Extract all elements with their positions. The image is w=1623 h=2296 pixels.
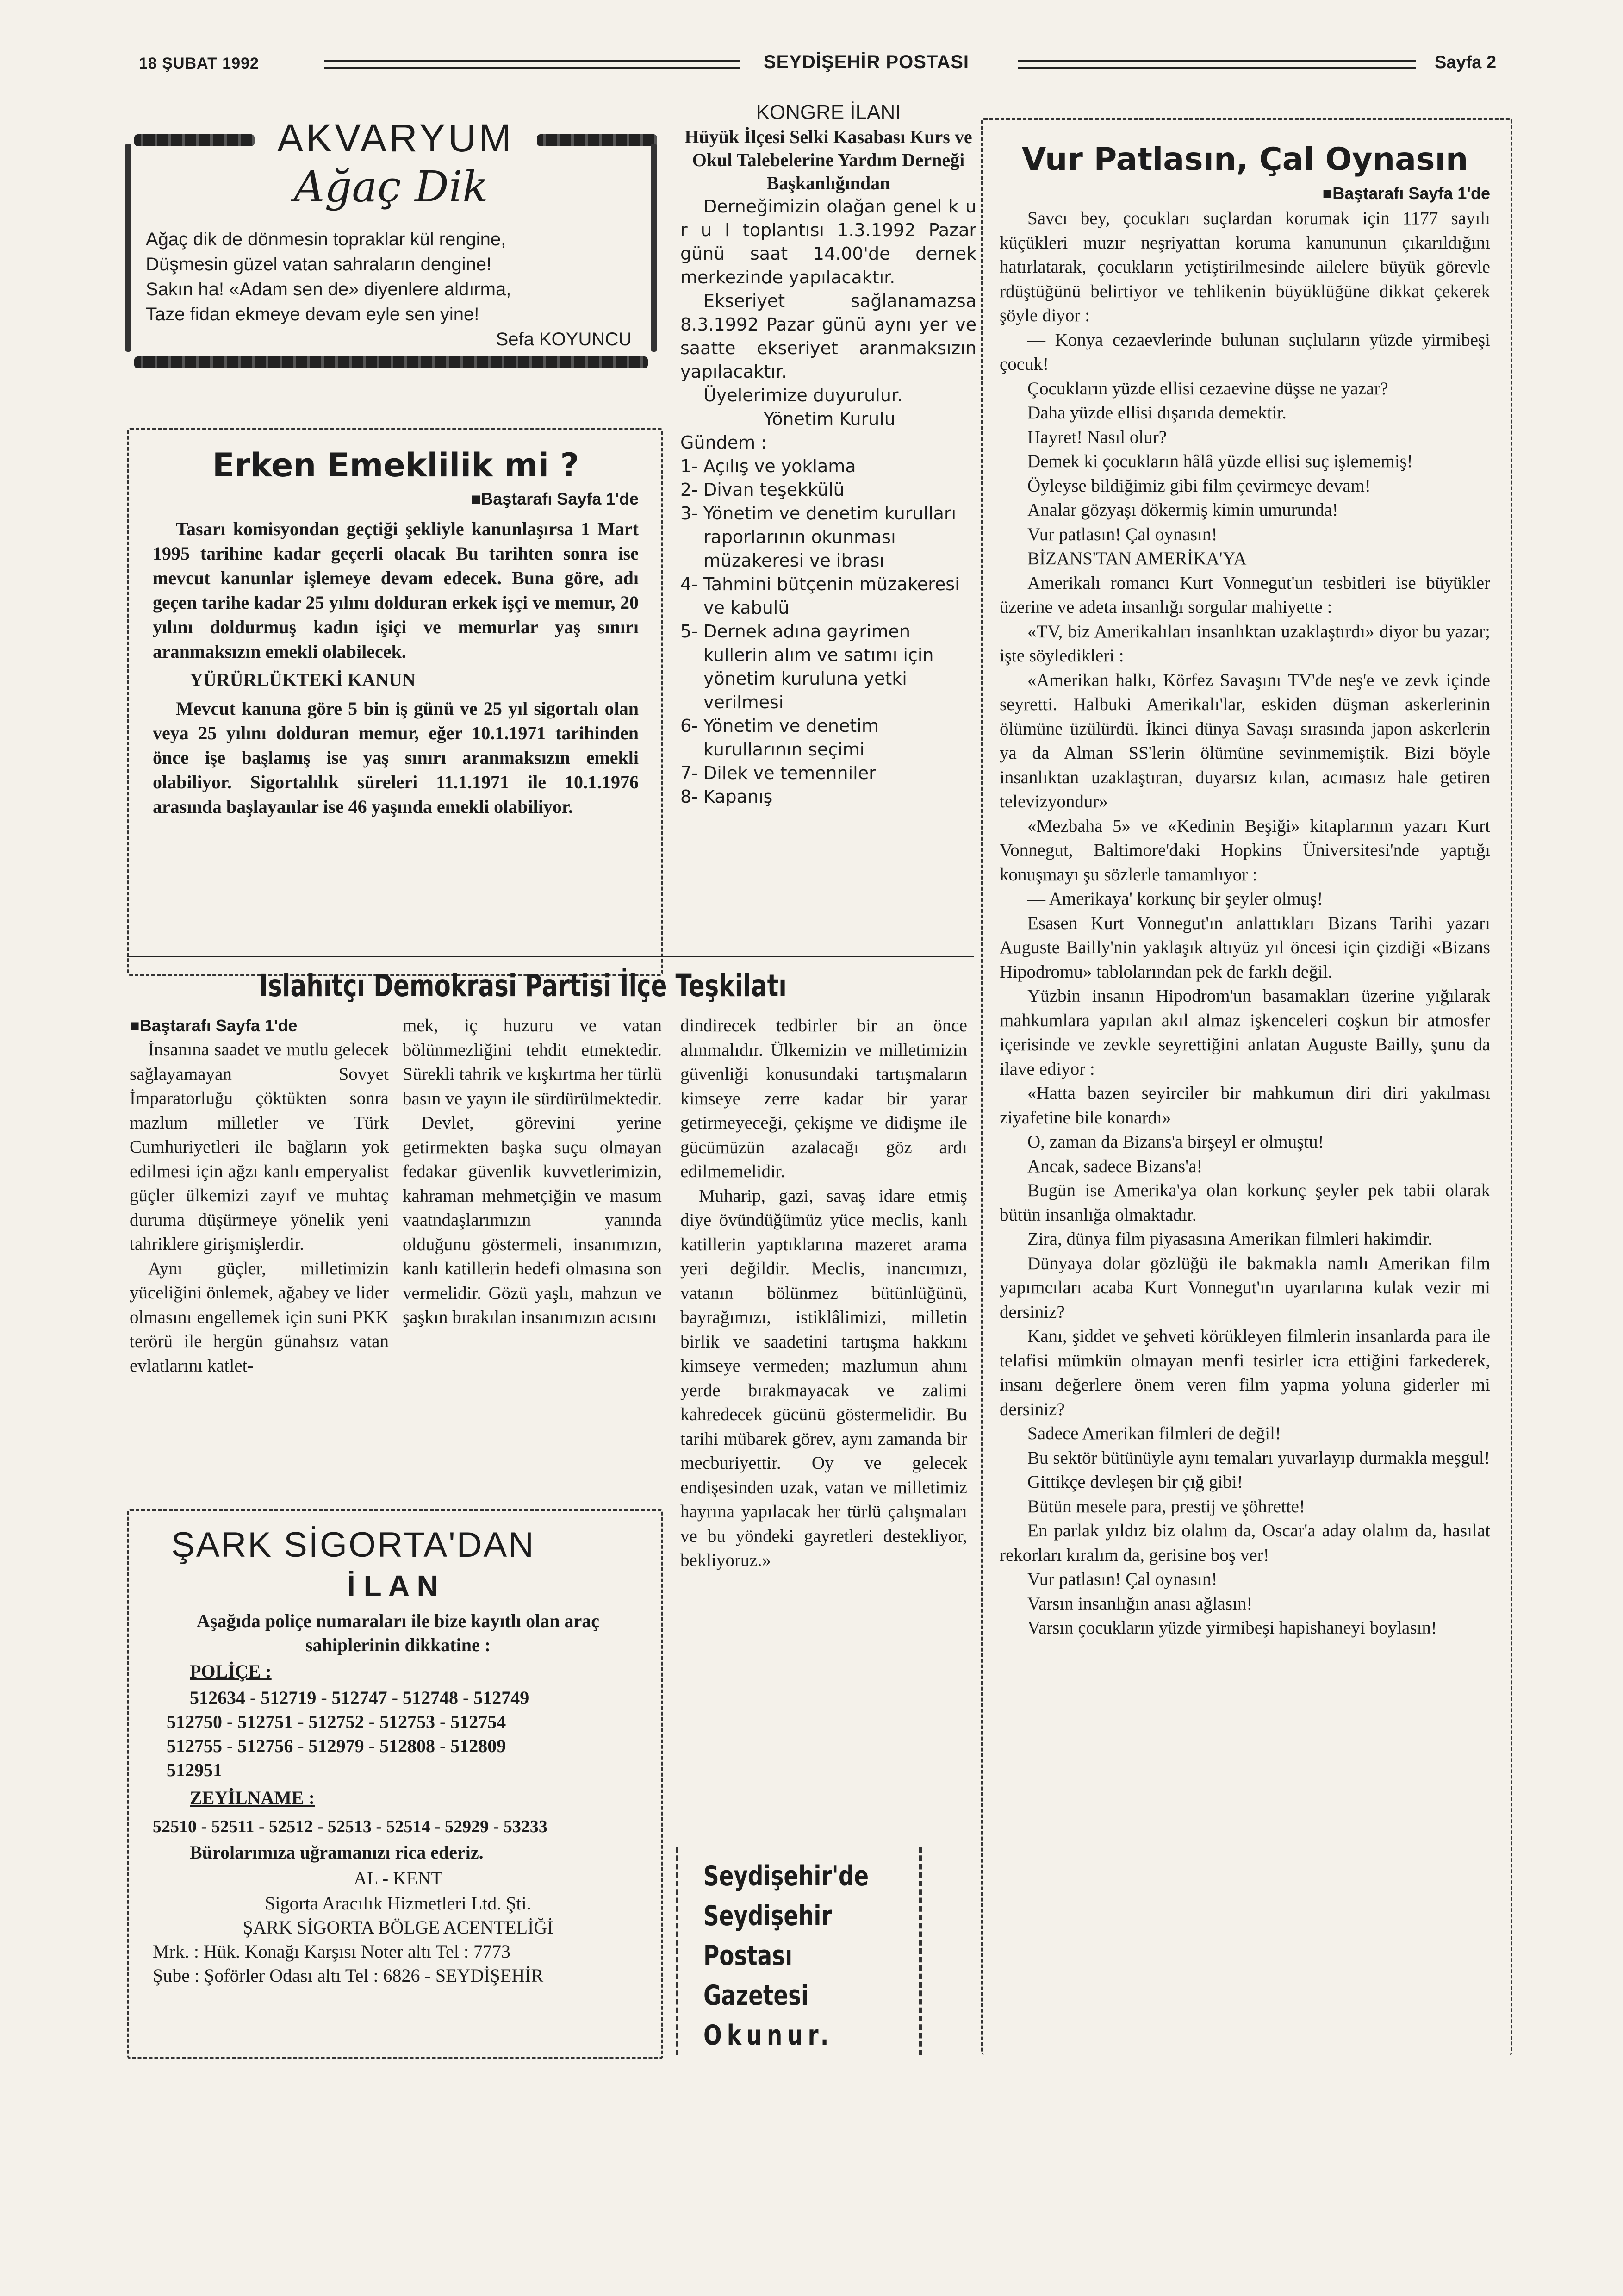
header-rule-right-2 bbox=[1018, 67, 1416, 69]
islahci-paragraph: Muharip, gazi, savaş idare etmiş diye övündüğümüz yüce meclis, kanlı katillerin yaptıklarına mazeret arama yeri değildir. Meclis, inancımızı, vatanın bölünmez bütünlüğünü, bayrağımızı, istiklâlimizi, milletin birlik ve saadetini tartışma hakkını kimseye vermeden; mazlumun ahını yerde bırakmayacak ve zalimi kahredecek gücünü göstermelidir. Bu tarihi mübarek görev, aynı zamanda bir mecburiyettir. Oy ve gelecek endişesinden uzak, vatan ve milletimiz hayrına yapılacak her türlü çalışmaları ve bu yöndeki gayretleri destekliyor, bekliyoruz.» bbox=[680, 1185, 967, 1570]
list-item: 4- Tahmini bütçenin müzakeresi ve kabulü bbox=[680, 574, 960, 618]
promo-line: Gazetesi bbox=[703, 1979, 808, 2012]
kongre-gundem-label: Gündem : bbox=[680, 432, 767, 453]
vur-paragraph: Dünyaya dolar gözlüğü ile bakmakla namlı Amerikan film yapımcıları acaba Kurt Vonnegut'ın uyarılarına kulak vezir mi dersiniz? bbox=[1000, 1253, 1490, 1322]
islahci-paragraph: Aynı güçler, milletimizin yüceliğini önlemek, ağabey ve lider olmasını engellemek için suni PKK terörü ile hergün günahsız vatan evlatlarını katlet- bbox=[130, 1258, 389, 1376]
vur-paragraph: Varsın çocukların yüzde yirmibeşi hapishaneyi boylasın! bbox=[1027, 1618, 1437, 1638]
vur-paragraph: «Hatta bazen seyirciler bir mahkumun diri diri yakılması ziyafetine bile konardı» bbox=[1000, 1083, 1490, 1128]
islahci-top-rule bbox=[127, 956, 974, 957]
akvaryum-section-title: AKVARYUM bbox=[277, 116, 514, 160]
vur-paragraph: Demek ki çocukların hâlâ yüzde ellisi suç işlememiş! bbox=[1027, 451, 1413, 471]
header-rule-left-2 bbox=[324, 67, 740, 69]
vur-article bbox=[1000, 139, 1490, 1641]
promo-line: Seydişehir bbox=[703, 1900, 832, 1932]
kongre-paragraph-2: Ekseriyet sağlanamazsa 8.3.1992 Pazar günü aynı yer ve saatte ekseriyet aranmaksızın yapılacaktır. bbox=[680, 291, 976, 382]
sark-company: AL - KENT bbox=[354, 1868, 442, 1889]
vur-paragraph: «Amerikan halkı, Körfez Savaşını TV'de neş'e ve zevk içinde seyretti. Halbuki Amerikalı'lar, eskiden düşman askerlerinin ölümüne üzülürdü. İkinci dünya Savaşı sırasında japon askerlerin ya da Alman SS'lerin ölümüne sevinmemiştik. Bizi böyle insanlıktan uzaklaştıran, duyarsız kılan, acımasız hale getiren televizyondur» bbox=[1000, 670, 1490, 811]
islahci-ref: ■Baştarafı Sayfa 1'de bbox=[130, 1016, 298, 1035]
vur-paragraph: Hayret! Nasıl olur? bbox=[1027, 427, 1167, 447]
sark-address-2: Şube : Şoförler Odası altı Tel : 6826 - SEYDİŞEHİR bbox=[153, 1965, 544, 1986]
kongre-gundem-list bbox=[680, 455, 976, 809]
poem-author: Sefa KOYUNCU bbox=[496, 329, 632, 349]
vur-paragraph: — Konya cezaevlerinde bulunan suçluların yüzde yirmibeşi çocuk! bbox=[1000, 330, 1490, 374]
akvaryum-top-border-left bbox=[134, 134, 255, 146]
sark-address: Mrk. : Hük. Konağı Karşısı Noter altı Tel : 7773 bbox=[153, 1941, 511, 1962]
islahci-paragraph: İnsanına saadet ve mutlu gelecek sağlayamayan Sovyet İmparatorluğu çöktükten sonra mazlum milletler ve Türk Cumhuriyetleri ile bağların yok edilmesi için ağzı kanlı emperyalist güçler ülkemizi zayıf ve muhtaç duruma düşürmeye yönelik yeni tahriklere girişmişlerdir. bbox=[130, 1040, 389, 1254]
sark-ad bbox=[153, 1523, 643, 1988]
vur-paragraph: Varsın insanlığın anası ağlasın! bbox=[1027, 1593, 1253, 1614]
sark-zeyil-label: ZEYİLNAME : bbox=[190, 1787, 315, 1808]
vur-paragraph: Gittikçe devleşen bir çığ gibi! bbox=[1027, 1472, 1243, 1492]
vur-paragraph: Amerikalı romancı Kurt Vonnegut'un tesbitleri ise büyükler üzerine ve adeta insanlığı sorgular mahiyette : bbox=[1000, 573, 1490, 617]
poem-line: Ağaç dik de dönmesin topraklar kül rengine, bbox=[146, 229, 506, 250]
kongre-sign: Yönetim Kurulu bbox=[764, 409, 895, 429]
akvaryum-top-border-right bbox=[537, 134, 657, 146]
header-rule-right bbox=[1018, 60, 1416, 62]
vur-paragraph: Bu sektör bütünüyle aynı temaları yuvarlayıp durmakla meşgul! bbox=[1027, 1447, 1490, 1468]
list-item: 512750 - 512751 - 512752 - 512753 - 512754 bbox=[167, 1711, 506, 1732]
sark-company-3: ŞARK SİGORTA BÖLGE ACENTELİĞİ bbox=[243, 1917, 553, 1938]
vur-paragraph: Bütün mesele para, prestij ve şöhrette! bbox=[1027, 1496, 1305, 1516]
vur-paragraph: Analar gözyaşı dökermiş kimin umurunda! bbox=[1027, 500, 1338, 520]
list-item: 6- Yönetim ve denetim kurullarının seçimi bbox=[680, 716, 879, 760]
akvaryum-box bbox=[125, 116, 657, 380]
vur-paragraph: Savcı bey, çocukları suçlardan korumak için 1177 sayılı küçükleri muzır neşriyattan koruma kanununun çıkarıldığını hatırlatarak, çocukların yetiştirilmesinde ailelere büyük görevle rdüştüğünü belirtiyor ve tehlikenin büyüklüğüne dikkat çekerek şöyle diyor : bbox=[1000, 208, 1490, 325]
islahci-paragraph: Devlet, görevini yerine getirmekten başka suçu olmayan fedakar güvenlik kuvvetlerimizin, kahraman mehmetçiğin ve masum vaatndaşlarımızın yanında olduğunu göstermeli, insanımızın, kanlı katillerin hedefi olmasına son vermelidir. Gözü yaşlı, mahzun ve şaşkın bırakılan insanımızın acısını bbox=[403, 1113, 662, 1327]
vur-subhead: BİZANS'TAN AMERİKA'YA bbox=[1027, 549, 1247, 568]
sark-intro: Aşağıda poliçe numaraları ile bize kayıtlı olan araç sahiplerinin dikkatine : bbox=[197, 1610, 599, 1655]
islahci-title: Islahıtçı Demokrasi Partisi İlçe Teşkilatı bbox=[259, 968, 787, 1004]
kongre-title: KONGRE İLANI bbox=[756, 101, 901, 124]
vur-paragraph: Esasen Kurt Vonnegut'ın anlattıkları Bizans Tarihi yazarı Auguste Bailly'nin yaklaşık altıyüz yıl öncesi için çizdiği «Bizans Hipodromu» tablolarından pek de farklı değil. bbox=[1000, 913, 1490, 982]
sark-title: ŞARK SİGORTA'DAN bbox=[171, 1525, 535, 1565]
sark-company-2: Sigorta Aracılık Hizmetleri Ltd. Şti. bbox=[265, 1893, 531, 1914]
vur-paragraph: Öyleyse bildiğimiz gibi film çevirmeye devam! bbox=[1027, 475, 1371, 496]
sark-subtitle: İ L A N bbox=[347, 1569, 438, 1603]
vur-paragraph: «Mezbaha 5» ve «Kedinin Beşiği» kitaplarının yazarı Kurt Vonnegut, Baltimore'daki Hopkins Üniversitesi'nde yaptığı konuşmayı şu sözlerle tamamlıyor : bbox=[1000, 816, 1490, 885]
akvaryum-bottom-border bbox=[134, 356, 648, 368]
vur-paragraph: — Amerikaya' korkunç bir şeyler olmuş! bbox=[1027, 889, 1323, 909]
list-item: 5- Dernek adına gayrimen kullerin alım ve satımı için yönetim kuruluna yetki verilmesi bbox=[680, 621, 934, 712]
vur-paragraph: «TV, biz Amerikalıları insanlıktan uzaklaştırdı» diyor bu yazar; işte söyledikleri : bbox=[1000, 621, 1490, 666]
list-item: 512755 - 512756 - 512979 - 512808 - 512809 bbox=[167, 1735, 506, 1756]
vur-ref: ■Baştarafı Sayfa 1'de bbox=[1322, 184, 1490, 203]
header-paper-name: SEYDİŞEHİR POSTASI bbox=[764, 52, 970, 72]
sark-invite: Bürolarımıza uğramanızı rica ederiz. bbox=[190, 1842, 484, 1863]
islahci-col-2 bbox=[403, 1014, 662, 1330]
list-item: 7- Dilek ve temenniler bbox=[680, 763, 876, 783]
vur-paragraph: Daha yüzde ellisi dışarıda demektir. bbox=[1027, 403, 1287, 423]
vur-paragraph: O, zaman da Bizans'a birşeyl er olmuştu! bbox=[1027, 1132, 1324, 1152]
vur-paragraph: Sadece Amerikan filmleri de değil! bbox=[1027, 1423, 1281, 1443]
islahci-paragraph: mek, iç huzuru ve vatan bölünmezliğini tehdit etmektedir. Sürekli tahrik ve kışkırtma her türlü basın ve yayın ile sürdürülmektedir. bbox=[403, 1016, 662, 1109]
akvaryum-poem bbox=[146, 227, 641, 352]
vur-paragraph: Vur patlasın! Çal oynasın! bbox=[1027, 1569, 1218, 1589]
akvaryum-right-border bbox=[651, 144, 657, 352]
vur-paragraph: Kanı, şiddet ve şehveti körükleyen filmlerin insanlarda para ile telafisi mümkün olmayan menfi tesirler icra ettiğini farkederek, insanı değerlere önem veren film yapma yoluna giderler mi dersiniz? bbox=[1000, 1326, 1490, 1419]
sark-zeyil-line: 52510 - 52511 - 52512 - 52513 - 52514 - 52929 - 53233 bbox=[153, 1817, 547, 1836]
kongre-article bbox=[680, 100, 976, 809]
poem-line: Düşmesin güzel vatan sahraların dengine! bbox=[146, 254, 492, 275]
vur-body bbox=[1000, 206, 1490, 1641]
erken-paragraph: Tasarı komisyondan geçtiği şekliyle kanunlaşırsa 1 Mart 1995 tarihine kadar geçerli olacak Bu tarihten sonra ise mevcut kanunlar işlemeye devam edecek. Buna göre, adı geçen tarihe kadar 25 yılını dolduran erkek işçi ve memur, 20 yılını doldurmuş kadın işiçi ve memurlar yaş sınırı aranmaksızın emekli olabilecek. bbox=[153, 518, 639, 662]
promo-line: Seydişehir'de bbox=[703, 1860, 869, 1892]
promo-text bbox=[703, 1856, 916, 2055]
vur-paragraph: Ancak, sadece Bizans'a! bbox=[1027, 1156, 1203, 1176]
vur-paragraph: Zira, dünya film piyasasına Amerikan filmleri hakimdir. bbox=[1027, 1229, 1433, 1249]
promo-line: Okunur. bbox=[703, 2019, 834, 2052]
akvaryum-left-border bbox=[125, 144, 131, 352]
list-item: 512634 - 512719 - 512747 - 512748 - 512749 bbox=[190, 1687, 529, 1708]
list-item: 1- Açılış ve yoklama bbox=[680, 456, 856, 476]
erken-title: Erken Emeklilik mi ? bbox=[212, 446, 579, 484]
erken-subhead: YÜRÜRLÜKTEKİ KANUN bbox=[190, 669, 416, 690]
list-item: 8- Kapanış bbox=[680, 786, 773, 807]
islahci-col-1 bbox=[130, 1014, 389, 1378]
poem-line: Sakın ha! «Adam sen de» diyenlere aldırma, bbox=[146, 279, 511, 299]
kongre-paragraph-3: Üyelerimize duyurulur. bbox=[703, 385, 903, 406]
islahci-paragraph: dindirecek tedbirler bir an önce alınmalıdır. Ülkemizin ve milletimizin güvenliği konusundaki tartışmaların kimseye zerre kadar bir yarar getirmeyeceği, çekişme ve didişme ile gücümüzün azalacağı göz ardı edilmemelidir. bbox=[680, 1016, 967, 1181]
poem-line: Taze fidan ekmeye devam eyle sen yine! bbox=[146, 304, 479, 324]
header-page-number: Sayfa 2 bbox=[1435, 53, 1497, 72]
list-item: 512951 bbox=[167, 1759, 222, 1780]
akvaryum-poem-title: Ağaç Dik bbox=[294, 162, 488, 212]
promo-line: Postası bbox=[703, 1940, 793, 1972]
kongre-org: Hüyük İlçesi Selki Kasabası Kurs ve Okul Talebelerine Yardım Derneği Başkanlığından bbox=[684, 126, 972, 193]
sark-police-label: POLİÇE : bbox=[190, 1661, 272, 1682]
kongre-paragraph: Derneğimizin olağan genel k u r u l toplantısı 1.3.1992 Pazar günü saat 14.00'de dernek merkezinde yapılacaktır. bbox=[680, 196, 976, 287]
erken-article bbox=[153, 444, 639, 819]
islahci-col-3 bbox=[680, 1014, 967, 1573]
header-date: 18 ŞUBAT 1992 bbox=[139, 55, 259, 72]
vur-paragraph: Çocukların yüzde ellisi cezaevine düşse ne yazar? bbox=[1027, 378, 1388, 399]
erken-ref: ■Baştarafı Sayfa 1'de bbox=[471, 489, 639, 508]
vur-title: Vur Patlasın, Çal Oynasın bbox=[1021, 141, 1468, 178]
list-item: 3- Yönetim ve denetim kurulları raporlarının okunması müzakeresi ve ibrası bbox=[680, 503, 957, 571]
vur-paragraph: Bugün ise Amerika'ya olan korkunç şeyler pek tabii olarak bütün insanlığa olmaktadır. bbox=[1000, 1180, 1490, 1225]
erken-paragraph-2: Mevcut kanuna göre 5 bin iş günü ve 25 yıl sigortalı olan veya 25 yılını dolduran memur, eğer 10.1.1971 tarihinden önce işe başlamış ise yaş sınırı aranmaksızın emekli olabiliyor. Sigortalılık süreleri 11.1.1971 ile 10.1.1976 arasında başlayanlar ise 46 yaşında emekli olabiliyor. bbox=[153, 698, 639, 817]
vur-paragraph: Vur patlasın! Çal oynasın! bbox=[1027, 524, 1218, 544]
list-item: 2- Divan teşekkülü bbox=[680, 480, 845, 500]
sark-police-list bbox=[153, 1686, 643, 1782]
vur-paragraph: Yüzbin insanın Hipodrom'un basamakları üzerine yığılarak mahkumlara yapılan akıl almaz işkenceleri coşkun bir atmosfer içerisinde ve zevkle seyrettiğini anlatan Auguste Bailly, şunu da ilave ediyor : bbox=[1000, 986, 1490, 1079]
vur-paragraph: En parlak yıldız biz olalım da, Oscar'a aday olalım da, hasılat rekorları kıralım da, gerisine boş ver! bbox=[1000, 1521, 1490, 1565]
header-rule-left bbox=[324, 60, 740, 62]
